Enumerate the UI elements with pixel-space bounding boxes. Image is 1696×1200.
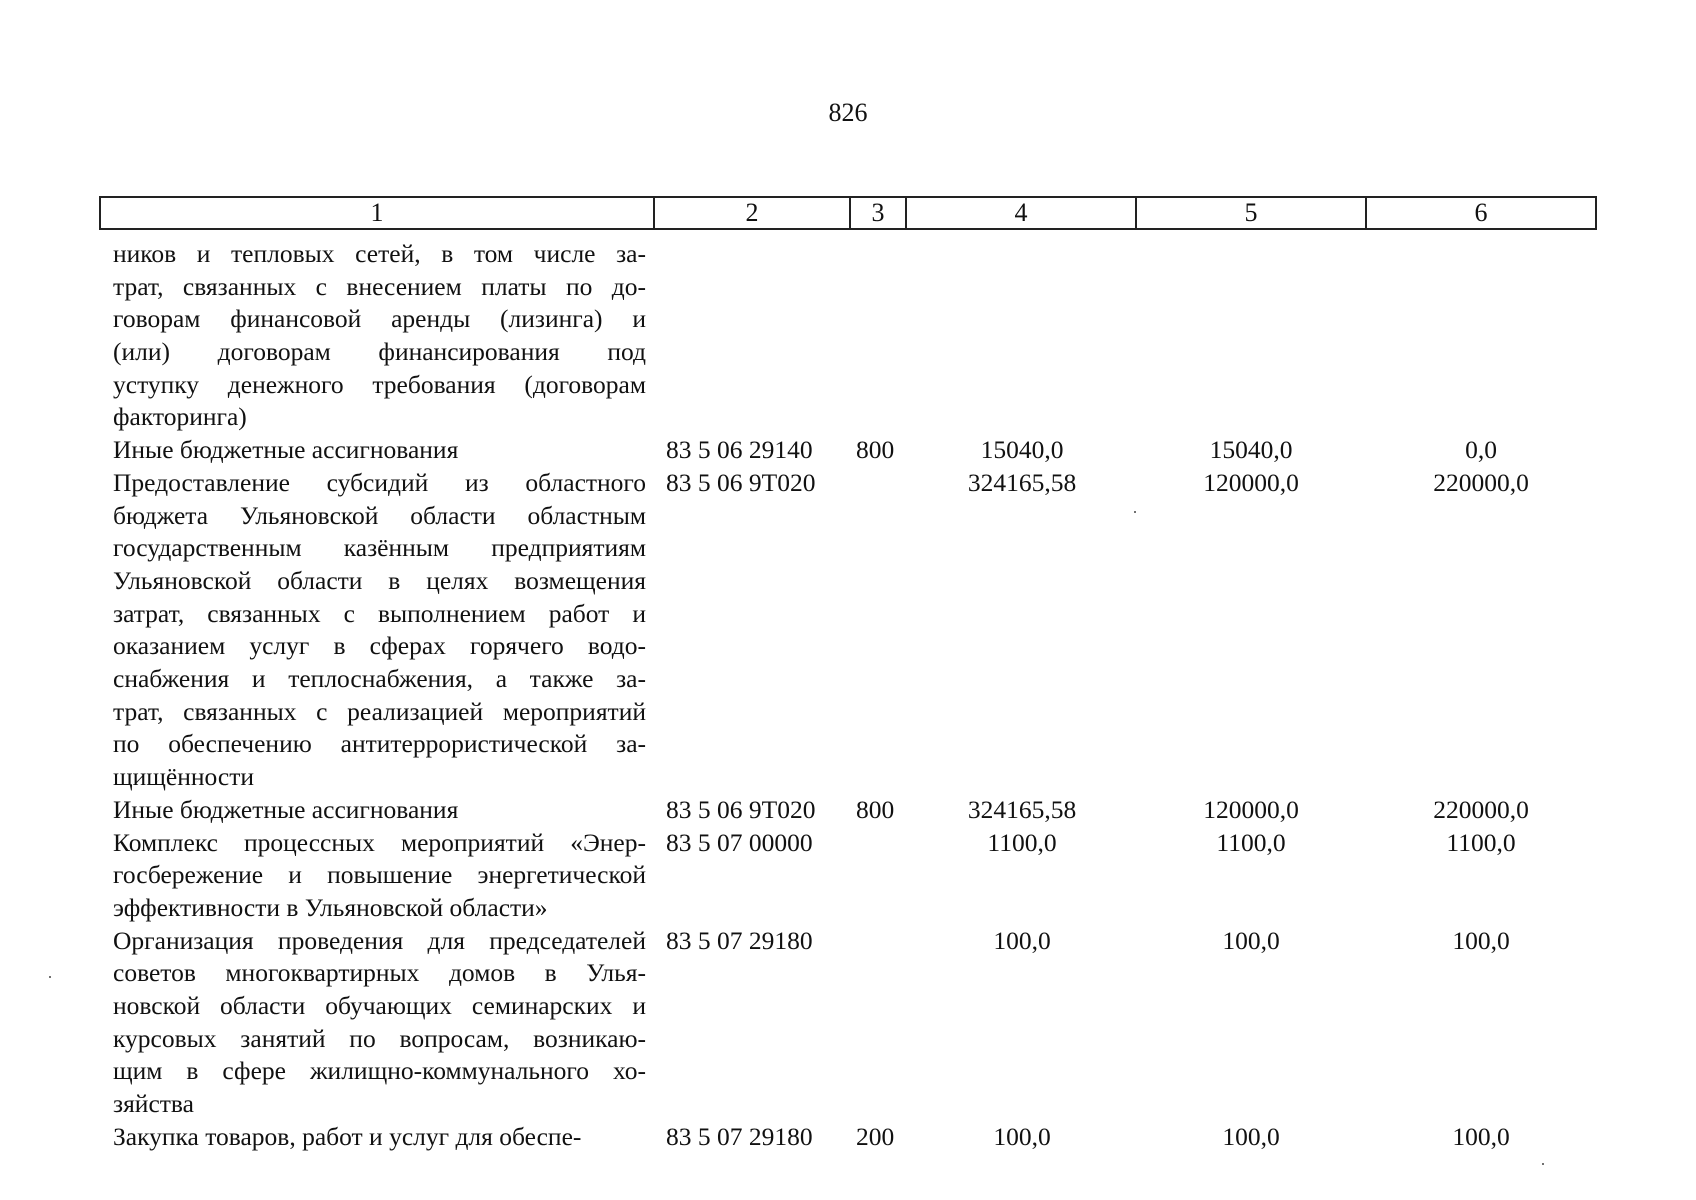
table-header [99,196,1597,230]
description-line: Комплекс процессных мероприятий «Энер- [113,827,646,857]
header-col-1: 1 [100,197,654,229]
header-col-2: 2 [654,197,850,229]
description-line: новской области обучающих семинарских и [113,991,646,1021]
row-value-col6: 0,0 [1465,435,1497,465]
description-line: факторинга) [113,402,247,432]
header-col-6: 6 [1366,197,1596,229]
row-value-col5: 100,0 [1222,1121,1280,1151]
table-row [0,827,1696,925]
row-value-col4: 15040,0 [980,435,1064,465]
row-code: 83 5 06 9Т020 [666,794,816,824]
row-value-col5: 120000,0 [1203,467,1299,497]
row-value-col5: 100,0 [1222,925,1280,955]
description-line: Предоставление субсидий из областного [113,467,646,497]
row-description [113,1121,646,1154]
row-code: 83 5 07 00000 [666,827,813,857]
description-line: курсовых занятий по вопросам, возникаю- [113,1023,646,1053]
row-code: 83 5 07 29180 [666,1121,813,1151]
table-row [0,925,1696,1121]
row-description [113,827,646,925]
row-value-col5: 120000,0 [1203,794,1299,824]
description-line: трат, связанных с реализацией мероприятий [113,696,646,726]
table-row [0,434,1696,467]
row-value-col6: 1100,0 [1446,827,1516,857]
scan-speck [49,976,51,978]
description-line: щищённости [113,762,255,792]
description-line: ников и тепловых сетей, в том числе за- [113,239,646,268]
row-value-col6: 220000,0 [1433,467,1529,497]
row-code: 83 5 06 29140 [666,435,813,465]
page-number: 826 [828,98,868,127]
description-line: затрат, связанных с выполнением работ и [113,598,646,628]
row-description [113,794,646,827]
row-value-col5: 15040,0 [1209,435,1293,465]
row-type: 800 [856,435,895,465]
description-line: оказанием услуг в сферах горячего водо- [113,631,646,661]
description-line: уступку денежного требования (договорам [113,369,646,399]
description-line: по обеспечению антитеррористической за- [113,729,646,759]
row-description [113,925,646,1121]
description-line: (или) договорам финансирования под [113,337,646,367]
row-description [113,467,646,794]
row-type: 200 [856,1121,895,1151]
description-line: Закупка товаров, работ и услуг для обеспе- [113,1121,582,1151]
header-col-4: 4 [906,197,1136,229]
row-value-col5: 1100,0 [1216,827,1286,857]
description-line: Иные бюджетные ассигнования [113,435,459,465]
table-row [0,1121,1696,1154]
scan-speck [1542,1163,1544,1165]
header-col-5: 5 [1136,197,1366,229]
description-line: зяйства [113,1089,194,1119]
row-code: 83 5 07 29180 [666,925,813,955]
row-value-col4: 100,0 [993,1121,1051,1151]
description-line: бюджета Ульяновской области областным [113,500,646,530]
row-value-col6: 100,0 [1452,1121,1510,1151]
row-description [113,238,646,434]
description-line: трат, связанных с внесением платы по до- [113,271,646,301]
row-value-col6: 100,0 [1452,925,1510,955]
description-line: снабжения и теплоснабжения, а также за- [113,664,646,694]
row-value-col4: 1100,0 [987,827,1057,857]
description-line: говорам финансовой аренды (лизинга) и [113,304,646,334]
row-value-col4: 100,0 [993,925,1051,955]
description-line: Иные бюджетные ассигнования [113,794,459,824]
header-row [100,197,1596,229]
description-line: Ульяновской области в целях возмещения [113,565,646,595]
header-col-3: 3 [850,197,906,229]
table-row [0,794,1696,827]
scan-speck [1134,511,1136,513]
table-row [0,238,1696,434]
description-line: государственным казённым предприятиям [113,533,646,563]
row-description [113,434,646,467]
description-line: Организация проведения для председателей [113,925,646,955]
row-type: 800 [856,794,895,824]
table-row [0,467,1696,794]
row-value-col4: 324165,58 [967,467,1077,497]
description-line: советов многоквартирных домов в Улья- [113,958,646,988]
row-value-col6: 220000,0 [1433,794,1529,824]
row-code: 83 5 06 9Т020 [666,467,816,497]
description-line: госбережение и повышение энергетической [113,860,646,890]
description-line: щим в сфере жилищно-коммунального хо- [113,1056,646,1086]
row-value-col4: 324165,58 [967,794,1077,824]
description-line: эффективности в Ульяновской области» [113,892,548,922]
